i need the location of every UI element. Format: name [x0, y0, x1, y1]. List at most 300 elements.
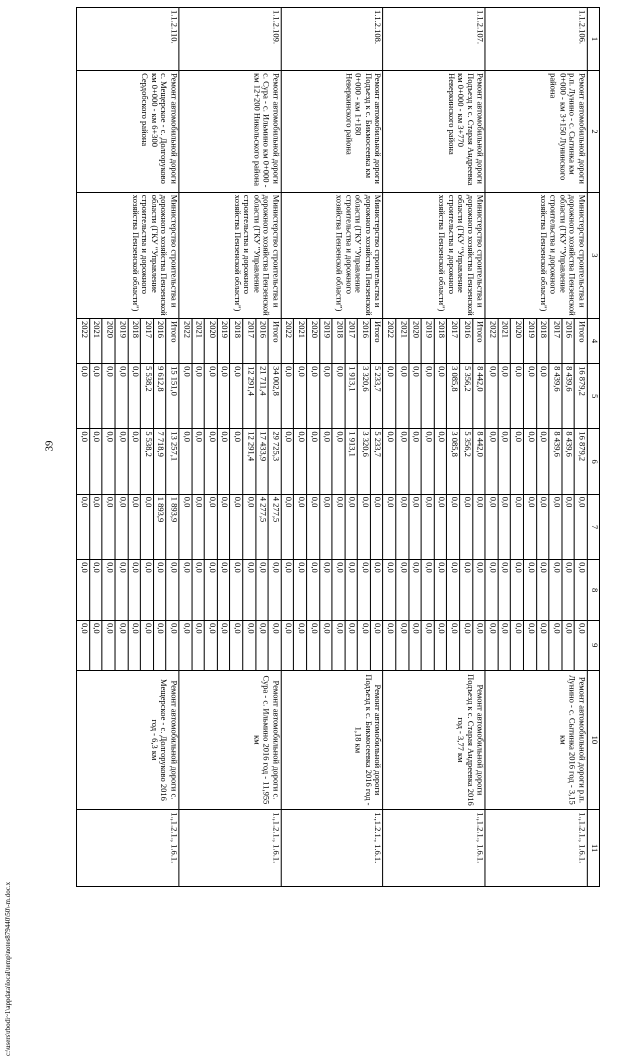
amount-cell: 1 893,9	[153, 495, 166, 559]
result-description: Ремонт автомобильной дороги с. Сура - с. Ильмино 2016 год - 11,955 км	[179, 670, 281, 810]
amount-column	[77, 364, 179, 429]
table-row	[281, 8, 383, 887]
result-description: Ремонт автомобильной дороги Подъезд к с. Бикмосеевка 2016 год - 1,18 км	[281, 670, 383, 810]
amount-column	[281, 560, 383, 621]
amount-cell: 1 913,1	[344, 364, 357, 428]
amount-column	[281, 620, 383, 670]
amount-cell: 0,0	[497, 364, 510, 428]
row-number: 1.1.2.106.	[485, 8, 587, 71]
amount-cell: 0,0	[408, 560, 421, 620]
amount-cell: 0,0	[536, 560, 549, 620]
year-cell: 2017	[344, 319, 357, 363]
amount-cell: 0,0	[395, 495, 408, 559]
amount-cell: 0,0	[268, 560, 281, 620]
amount-cell: 0,0	[574, 621, 587, 670]
amount-cell: 0,0	[217, 364, 230, 428]
task-codes: 1.,1.2.1., 1.6.1.	[77, 810, 179, 887]
amount-cell: 0,0	[204, 560, 217, 620]
amount-cell: 0,0	[182, 496, 193, 508]
amount-column	[383, 620, 485, 670]
header-cell: 6	[587, 429, 599, 494]
amount-cell: 0,0	[229, 621, 242, 670]
year-cell: 2021	[497, 319, 510, 363]
amount-cell: 0,0	[182, 562, 193, 573]
amount-cell: 0,0	[549, 621, 562, 670]
amount-column	[179, 429, 281, 494]
amount-cell: 0,0	[89, 621, 102, 670]
year-cell: 2020	[102, 319, 115, 363]
amount-cell: 5 233,7	[370, 429, 383, 493]
amount-cell: 0,0	[293, 495, 306, 559]
amount-cell: 0,0	[434, 560, 447, 620]
year-cell: Итого	[268, 319, 281, 363]
amount-cell: 0,0	[182, 366, 193, 377]
amount-cell: 9 612,8	[153, 364, 166, 428]
amount-cell: 8 439,6	[561, 364, 574, 428]
amount-cell: 0,0	[115, 429, 128, 493]
row-number: 1.1.2.108.	[281, 8, 383, 71]
result-description: Ремонт автомобильной дороги с. Мещерское - с. Долгоруково 2016 год - 6,3 км	[77, 670, 179, 810]
amount-cell: 0,0	[386, 562, 397, 573]
year-cell: 2016	[561, 319, 574, 363]
amount-cell: 0,0	[497, 495, 510, 559]
amount-cell: 3 085,8	[446, 364, 459, 428]
amount-cell: 3 320,6	[357, 429, 370, 493]
amount-cell: 0,0	[357, 495, 370, 559]
amount-cell: 0,0	[242, 621, 255, 670]
amount-cell: 12 291,4	[242, 429, 255, 493]
amount-cell: 0,0	[127, 364, 140, 428]
amount-cell: 0,0	[102, 364, 115, 428]
page-number: 39	[43, 440, 56, 452]
year-cell: 2020	[510, 319, 523, 363]
amount-cell: 0,0	[574, 495, 587, 559]
amount-cell: 0,0	[127, 560, 140, 620]
amount-cell: 0,0	[488, 366, 499, 377]
year-cell: Итого	[472, 319, 485, 363]
measure-name: Ремонт автомобильной дороги с. Сура - с. Ильмино км 0+000 - км 12+200 Никольского района	[179, 71, 281, 193]
amount-column	[383, 560, 485, 621]
amount-cell: 0,0	[102, 560, 115, 620]
amount-cell: 21 711,4	[255, 364, 268, 428]
year-cell: 2021	[395, 319, 408, 363]
amount-cell: 0,0	[284, 431, 295, 443]
amount-cell: 0,0	[268, 621, 281, 670]
amount-cell: 0,0	[217, 495, 230, 559]
header-cell: 9	[587, 620, 599, 670]
amount-cell: 8 442,0	[472, 429, 485, 493]
amount-column	[179, 364, 281, 429]
amount-cell: 0,0	[191, 621, 204, 670]
amount-cell: 0,0	[523, 621, 536, 670]
amount-column	[485, 364, 587, 429]
amount-cell: 0,0	[319, 364, 332, 428]
year-cell: 2017	[446, 319, 459, 363]
amount-cell: 34 002,8	[268, 364, 281, 428]
amount-cell: 29 725,3	[268, 429, 281, 493]
header-cell: 7	[587, 494, 599, 559]
amount-cell: 0,0	[127, 429, 140, 493]
amount-cell: 0,0	[89, 364, 102, 428]
amount-cell: 0,0	[488, 622, 499, 634]
header-row	[587, 8, 599, 887]
amount-cell: 0,0	[497, 429, 510, 493]
amount-cell: 0,0	[421, 560, 434, 620]
header-cell: 1	[587, 8, 599, 71]
amount-cell: 0,0	[115, 621, 128, 670]
amount-cell: 0,0	[204, 495, 217, 559]
amount-cell: 0,0	[395, 621, 408, 670]
amount-cell: 0,0	[574, 560, 587, 620]
amount-cell: 0,0	[140, 495, 153, 559]
amount-cell: 0,0	[408, 621, 421, 670]
amount-cell: 0,0	[140, 621, 153, 670]
year-cell: 2018	[332, 319, 345, 363]
amount-column	[485, 494, 587, 559]
amount-cell: 3 085,8	[446, 429, 459, 493]
year-cell: 2022	[79, 321, 91, 338]
amount-cell: 0,0	[561, 495, 574, 559]
year-cell: 2020	[408, 319, 421, 363]
amount-column	[77, 620, 179, 670]
amount-cell: 0,0	[332, 495, 345, 559]
amount-cell: 0,0	[127, 495, 140, 559]
amount-cell: 0,0	[79, 366, 91, 377]
amount-cell: 0,0	[191, 495, 204, 559]
year-cell: 2016	[459, 319, 472, 363]
amount-cell: 0,0	[284, 622, 295, 634]
amount-cell: 0,0	[386, 366, 397, 377]
year-cell: 2022	[284, 321, 295, 338]
header-cell: 3	[587, 192, 599, 318]
amount-column	[281, 364, 383, 429]
header-cell: 11	[587, 810, 599, 887]
amount-cell: 0,0	[459, 495, 472, 559]
amount-cell: 0,0	[255, 621, 268, 670]
year-cell: Итого	[370, 319, 383, 363]
amount-cell: 0,0	[89, 429, 102, 493]
amount-cell: 0,0	[332, 364, 345, 428]
table-row	[77, 8, 179, 887]
amount-column	[77, 494, 179, 559]
year-cell: 2016	[153, 319, 166, 363]
amount-cell: 0,0	[446, 495, 459, 559]
header-cell: 5	[587, 364, 599, 429]
amount-cell: 16 879,2	[574, 429, 587, 493]
amount-cell: 0,0	[408, 364, 421, 428]
amount-cell: 0,0	[166, 621, 179, 670]
amount-cell: 4 277,5	[255, 495, 268, 559]
amount-cell: 0,0	[497, 621, 510, 670]
result-description: Ремонт автомобильной дороги р.п. Лунино - с. Сытинка 2016 год - 3,15 км	[485, 670, 587, 810]
task-codes: 1.,1.2.1., 1.6.1.	[179, 810, 281, 887]
year-cell: 2021	[89, 319, 102, 363]
year-column	[485, 319, 587, 364]
amount-cell: 0,0	[89, 495, 102, 559]
amount-cell: 0,0	[306, 621, 319, 670]
amount-cell: 0,0	[153, 621, 166, 670]
amount-cell: 0,0	[79, 431, 91, 443]
amount-cell: 0,0	[284, 496, 295, 508]
amount-cell: 0,0	[182, 622, 193, 634]
amount-column	[179, 560, 281, 621]
measure-name: Ремонт автомобильной дороги Подъезд к с. Старая Андреевка км 0+000 - км 3+770 Неверкинского района	[383, 71, 485, 193]
amount-cell: 0,0	[472, 560, 485, 620]
amount-cell: 0,0	[344, 621, 357, 670]
amount-cell: 15 151,0	[166, 364, 179, 428]
amount-cell: 0,0	[446, 621, 459, 670]
amount-cell: 0,0	[386, 431, 397, 443]
amount-cell: 0,0	[102, 495, 115, 559]
amount-cell: 0,0	[549, 495, 562, 559]
amount-cell: 0,0	[549, 560, 562, 620]
amount-cell: 0,0	[191, 429, 204, 493]
amount-column	[179, 620, 281, 670]
amount-cell: 0,0	[408, 495, 421, 559]
amount-cell: 5 356,2	[459, 429, 472, 493]
amount-cell: 5 538,2	[140, 429, 153, 493]
amount-cell: 0,0	[386, 622, 397, 634]
year-cell: 2019	[319, 319, 332, 363]
amount-column	[383, 364, 485, 429]
table-body	[77, 8, 588, 887]
header-cell: 2	[587, 71, 599, 193]
amount-cell: 0,0	[523, 560, 536, 620]
amount-cell: 0,0	[115, 495, 128, 559]
amount-cell: 5 233,7	[370, 364, 383, 428]
table-row	[485, 8, 587, 887]
year-cell: 2019	[523, 319, 536, 363]
amount-cell: 0,0	[79, 562, 91, 573]
amount-cell: 0,0	[459, 621, 472, 670]
year-column	[179, 319, 281, 364]
amount-cell: 0,0	[510, 429, 523, 493]
amount-cell: 0,0	[421, 429, 434, 493]
amount-cell: 0,0	[488, 562, 499, 573]
year-cell: 2016	[255, 319, 268, 363]
year-column	[383, 319, 485, 364]
year-cell: 2020	[306, 319, 319, 363]
amount-cell: 0,0	[332, 560, 345, 620]
year-cell: 2022	[386, 321, 397, 338]
amount-cell: 0,0	[217, 560, 230, 620]
executor: Министерство строительства и дорожного хозяйства Пензенской области (ГКУ "Управление строительства и дорожного хозяйства Пензенской области")	[485, 192, 587, 318]
amount-cell: 3 320,6	[357, 364, 370, 428]
amount-cell: 0,0	[472, 621, 485, 670]
amount-cell: 0,0	[395, 429, 408, 493]
amount-cell: 0,0	[459, 560, 472, 620]
amount-cell: 0,0	[370, 495, 383, 559]
amount-column	[281, 429, 383, 494]
year-cell: Итого	[166, 319, 179, 363]
amount-cell: 0,0	[191, 560, 204, 620]
amount-cell: 0,0	[229, 495, 242, 559]
amount-cell: 0,0	[408, 429, 421, 493]
amount-cell: 0,0	[229, 429, 242, 493]
amount-cell: 0,0	[370, 560, 383, 620]
year-cell: 2021	[191, 319, 204, 363]
amount-cell: 0,0	[115, 364, 128, 428]
amount-cell: 5 538,2	[140, 364, 153, 428]
year-cell: Итого	[574, 319, 587, 363]
amount-cell: 8 439,6	[549, 364, 562, 428]
amount-cell: 0,0	[204, 364, 217, 428]
amount-cell: 0,0	[370, 621, 383, 670]
amount-cell: 5 356,2	[459, 364, 472, 428]
year-cell: 2019	[421, 319, 434, 363]
amount-cell: 8 439,6	[561, 429, 574, 493]
amount-column	[77, 429, 179, 494]
amount-cell: 0,0	[293, 364, 306, 428]
amount-cell: 0,0	[488, 496, 499, 508]
year-cell: 2016	[357, 319, 370, 363]
amount-cell: 1 893,9	[166, 495, 179, 559]
amount-column	[383, 429, 485, 494]
year-cell: 2022	[182, 321, 193, 338]
year-cell: 2019	[217, 319, 230, 363]
amount-cell: 0,0	[229, 364, 242, 428]
amount-cell: 0,0	[293, 429, 306, 493]
amount-cell: 0,0	[102, 429, 115, 493]
amount-cell: 0,0	[306, 364, 319, 428]
amount-cell: 0,0	[523, 364, 536, 428]
amount-cell: 0,0	[523, 429, 536, 493]
amount-cell: 0,0	[510, 621, 523, 670]
amount-cell: 0,0	[332, 429, 345, 493]
amount-cell: 0,0	[319, 560, 332, 620]
measure-name: Ремонт автомобильной дороги с. Мещерское - с. Долгоруково км 0+000 - км 6+300 Сердобского района	[77, 71, 179, 193]
amount-cell: 0,0	[497, 560, 510, 620]
year-cell: 2017	[549, 319, 562, 363]
amount-cell: 0,0	[79, 496, 91, 508]
amount-cell: 0,0	[510, 560, 523, 620]
amount-cell: 0,0	[395, 560, 408, 620]
amount-cell: 0,0	[102, 621, 115, 670]
amount-cell: 0,0	[434, 364, 447, 428]
amount-cell: 0,0	[332, 621, 345, 670]
amount-cell: 0,0	[536, 429, 549, 493]
task-codes: 1.,1.2.1., 1.6.1.	[383, 810, 485, 887]
amount-column	[281, 494, 383, 559]
amount-cell: 0,0	[386, 496, 397, 508]
amount-cell: 8 442,0	[472, 364, 485, 428]
task-codes: 1.,1.2.1., 1.6.1.	[281, 810, 383, 887]
amount-cell: 0,0	[395, 364, 408, 428]
year-cell: 2021	[293, 319, 306, 363]
amount-cell: 0,0	[306, 495, 319, 559]
year-cell: 2018	[434, 319, 447, 363]
amount-cell: 4 277,5	[268, 495, 281, 559]
amount-cell: 0,0	[293, 560, 306, 620]
amount-column	[383, 494, 485, 559]
amount-cell: 0,0	[434, 429, 447, 493]
executor: Министерство строительства и дорожного хозяйства Пензенской области (ГКУ "Управление строительства и дорожного хозяйства Пензенской области")	[281, 192, 383, 318]
amount-cell: 0,0	[89, 560, 102, 620]
amount-cell: 0,0	[191, 364, 204, 428]
year-cell: 2018	[536, 319, 549, 363]
year-column	[281, 319, 383, 364]
amount-cell: 0,0	[434, 495, 447, 559]
amount-cell: 0,0	[523, 495, 536, 559]
amount-cell: 0,0	[229, 560, 242, 620]
row-number: 1.1.2.110.	[77, 8, 179, 71]
amount-cell: 0,0	[421, 621, 434, 670]
amount-cell: 0,0	[510, 495, 523, 559]
amount-cell: 17 433,9	[255, 429, 268, 493]
amount-cell: 0,0	[204, 621, 217, 670]
table-row	[179, 8, 281, 887]
amount-cell: 0,0	[115, 560, 128, 620]
amount-cell: 0,0	[434, 621, 447, 670]
amount-cell: 0,0	[344, 495, 357, 559]
amount-cell: 0,0	[421, 364, 434, 428]
amount-cell: 0,0	[217, 621, 230, 670]
amount-cell: 8 439,6	[549, 429, 562, 493]
amount-column	[77, 560, 179, 621]
task-codes: 1.,1.2.1., 1.6.1.	[485, 810, 587, 887]
header-cell: 8	[587, 560, 599, 621]
year-cell: 2020	[204, 319, 217, 363]
header-cell: 10	[587, 670, 599, 810]
year-cell: 2022	[488, 321, 499, 338]
amount-column	[485, 560, 587, 621]
amount-cell: 0,0	[319, 495, 332, 559]
amount-cell: 0,0	[319, 429, 332, 493]
year-cell: 2018	[127, 319, 140, 363]
year-cell: 2018	[229, 319, 242, 363]
amount-cell: 0,0	[242, 495, 255, 559]
year-column	[77, 319, 179, 364]
year-cell: 2017	[140, 319, 153, 363]
year-cell: 2017	[242, 319, 255, 363]
amount-cell: 0,0	[140, 560, 153, 620]
amount-cell: 0,0	[242, 560, 255, 620]
amount-cell: 0,0	[536, 495, 549, 559]
row-number: 1.1.2.107.	[383, 8, 485, 71]
amount-cell: 12 291,4	[242, 364, 255, 428]
amount-cell: 0,0	[319, 621, 332, 670]
amount-cell: 0,0	[536, 621, 549, 670]
amount-cell: 13 257,1	[166, 429, 179, 493]
amount-column	[485, 620, 587, 670]
header-cell: 4	[587, 319, 599, 364]
amount-cell: 0,0	[421, 495, 434, 559]
year-cell: 2019	[115, 319, 128, 363]
amount-cell: 0,0	[561, 621, 574, 670]
amount-cell: 0,0	[182, 431, 193, 443]
row-number: 1.1.2.109.	[179, 8, 281, 71]
footer-path: c:\users\rbodi~1\appdata\local\temp\notes879440\50\-m.doc.x	[4, 881, 12, 1056]
amount-cell: 0,0	[166, 560, 179, 620]
rotated-table-container	[76, 7, 600, 887]
measure-name: Ремонт автомобильной дороги р.п. Лунино - с. Сытинка км 0+000 - км 3+150 Лунинского района	[485, 71, 587, 193]
amount-cell: 0,0	[357, 560, 370, 620]
amount-cell: 0,0	[127, 621, 140, 670]
amount-cell: 0,0	[79, 622, 91, 634]
amount-cell: 0,0	[344, 560, 357, 620]
executor: Министерство строительства и дорожного хозяйства Пензенской области (ГКУ "Управление строительства и дорожного хозяйства Пензенской области")	[77, 192, 179, 318]
amount-cell: 0,0	[306, 560, 319, 620]
amount-cell: 0,0	[472, 495, 485, 559]
amount-cell: 0,0	[510, 364, 523, 428]
amount-cell: 0,0	[153, 560, 166, 620]
amount-cell: 7 718,9	[153, 429, 166, 493]
result-description: Ремонт автомобильной дороги Подъезд к с. Старая Андреевка 2016 год - 3,77 км	[383, 670, 485, 810]
amount-cell: 0,0	[446, 560, 459, 620]
program-table	[76, 7, 600, 887]
amount-cell: 0,0	[293, 621, 306, 670]
amount-column	[485, 429, 587, 494]
